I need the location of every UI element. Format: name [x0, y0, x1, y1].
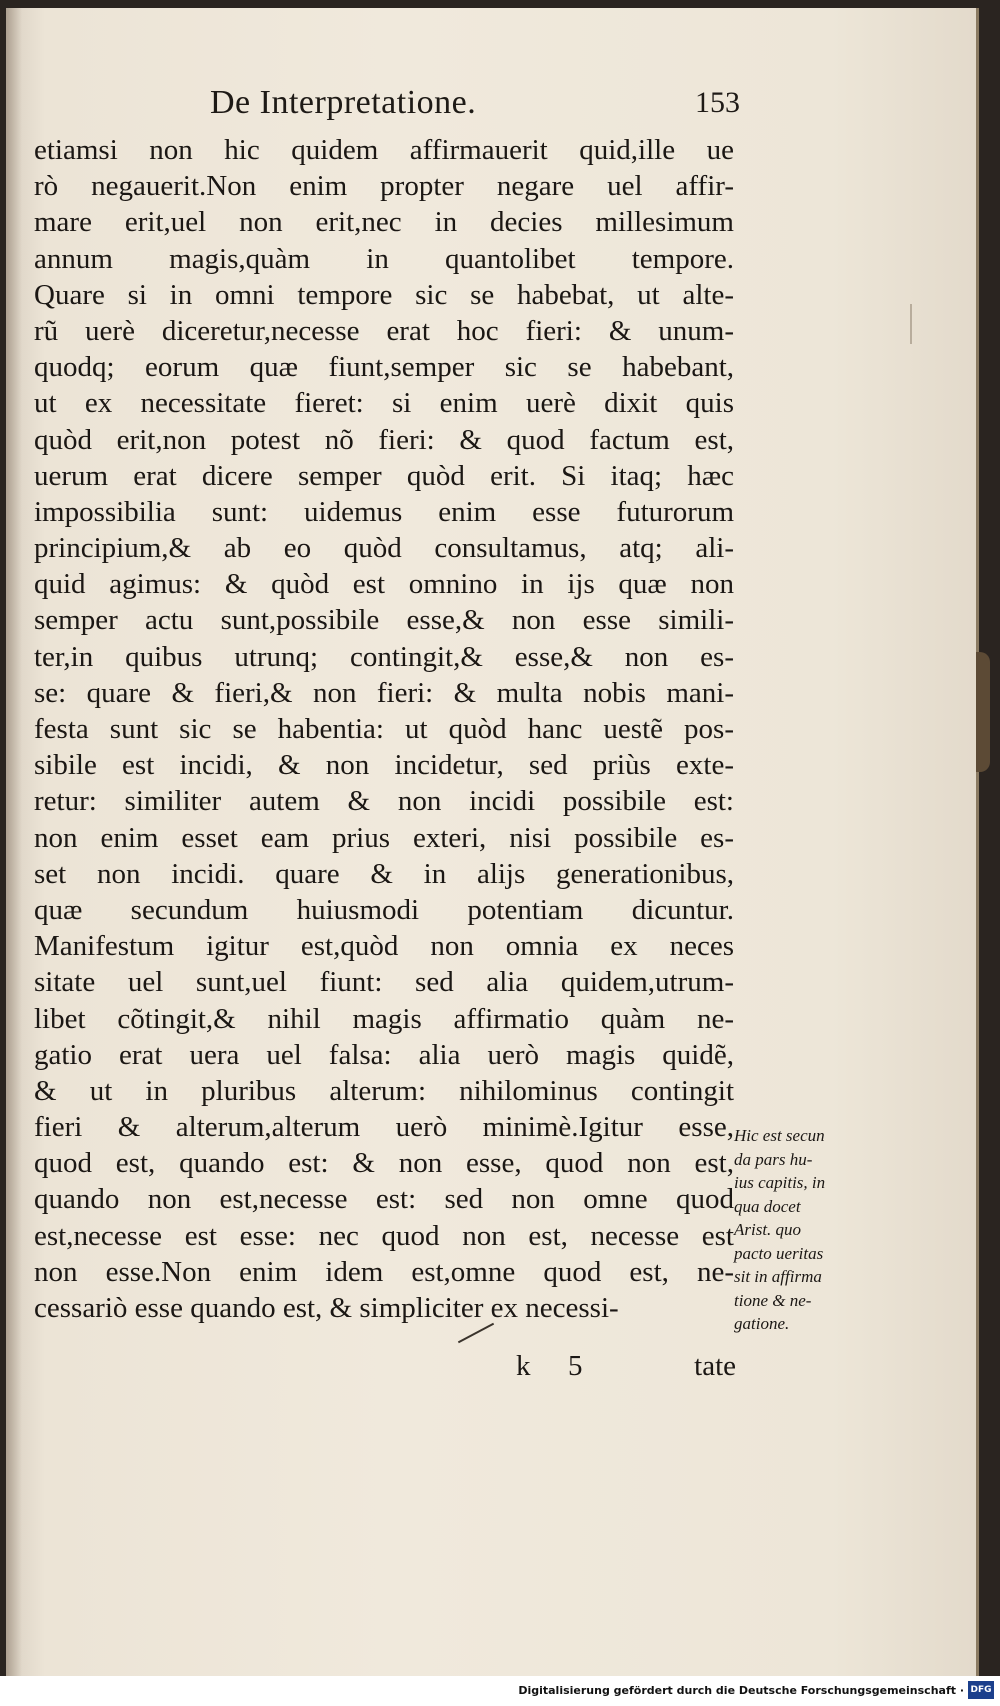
text-line: festa sunt sic se habentia: ut quòd hanc uestẽ pos- — [34, 713, 734, 745]
text-line: cessariò esse quando est, & simpliciter ex necessi- — [34, 1292, 619, 1324]
signature-number: 5 — [568, 1350, 583, 1382]
text-line: libet cõtingit,& nihil magis affirmatio quàm ne- — [34, 1002, 734, 1035]
text-line: rò negauerit.Non enim propter negare uel affir- — [34, 170, 734, 203]
marginal-note-line: da pars hu- — [734, 1149, 813, 1169]
text-line: & ut in pluribus alterum: nihilominus contingit — [34, 1074, 734, 1107]
text-line: impossibilia sunt: uidemus enim esse futurorum — [34, 495, 734, 528]
text-line: semper actu sunt,possibile esse,& non esse simili- — [34, 604, 734, 637]
running-title: De Interpretatione. — [210, 84, 477, 121]
text-line: quæ secundum huiusmodi potentiam dicuntur. — [34, 893, 734, 926]
marginal-note-line: Arist. quo — [734, 1220, 802, 1239]
text-line: quòd erit,non potest nõ fieri: & quod factum est, — [34, 423, 734, 456]
text-line: est,necesse est esse: nec quod non est, necesse est — [34, 1219, 734, 1252]
text-line: annum magis,quàm in quantolibet tempore. — [34, 242, 734, 275]
digitization-footer — [0, 1676, 1000, 1706]
marginal-note-line: tione & ne- — [734, 1290, 812, 1310]
text-line: Quare si in omni tempore sic se habebat, ut alte- — [34, 278, 734, 311]
funding-credit: Digitalisierung gefördert durch die Deutsche Forschungsgemeinschaft · — [518, 1684, 964, 1697]
marginal-note — [734, 1124, 874, 1336]
text-line: quod est, quando est: & non esse, quod non est, — [34, 1147, 734, 1180]
dfg-logo-icon: DFG — [968, 1681, 994, 1699]
page-header — [210, 84, 740, 130]
page-number: 153 — [695, 86, 740, 119]
text-line: quid agimus: & quòd est omnino in ijs quæ non — [34, 568, 734, 601]
marginal-note-line: ius capitis, in — [734, 1173, 826, 1192]
text-line: se: quare & fieri,& non fieri: & multa nobis mani- — [34, 676, 734, 709]
text-line: principium,& ab eo quòd consultamus, atq; ali- — [34, 532, 734, 565]
marginal-note-line: gatione. — [734, 1314, 790, 1333]
text-line: quando non est,necesse est: sed non omne quod — [34, 1183, 734, 1216]
text-line: uerum erat dicere semper quòd erit. Si itaq; hæc — [34, 459, 734, 492]
marginal-note-line: Hic est secun — [734, 1126, 825, 1145]
marginal-note-line: pacto ueritas — [734, 1243, 824, 1263]
text-line: Manifestum igitur est,quòd non omnia ex neces — [34, 930, 734, 963]
catchword: tate — [694, 1350, 736, 1382]
text-line: ter,in quibus utrunq; contingit,& esse,& non es- — [34, 640, 734, 673]
signature-mark: k — [516, 1350, 531, 1382]
text-line: retur: similiter autem & non incidi possibile est: — [34, 785, 734, 818]
text-line: fieri & alterum,alterum uerò minimè.Igitur esse, — [34, 1111, 734, 1144]
spine-shadow — [6, 8, 22, 1676]
ink-mark — [910, 304, 912, 344]
marginal-note-line: qua docet — [734, 1196, 801, 1216]
marginal-note-line: sit in affirma — [734, 1267, 822, 1286]
text-line: etiamsi non hic quidem affirmauerit quid,ille ue — [34, 134, 734, 166]
text-line: rũ uerè diceretur,necesse erat hoc fieri: & unum- — [34, 314, 734, 347]
text-line: sitate uel sunt,uel fiunt: sed alia quidem,utrum- — [34, 966, 734, 999]
text-line: non esse.Non enim idem est,omne quod est, ne- — [34, 1255, 734, 1288]
text-line: ut ex necessitate fieret: si enim uerè dixit quis — [34, 387, 734, 420]
text-line: gatio erat uera uel falsa: alia uerò magis quidẽ, — [34, 1038, 734, 1071]
page-edge-tab — [976, 652, 990, 772]
main-text-block — [34, 132, 734, 1326]
text-line: non enim esset eam prius exteri, nisi possibile es- — [34, 821, 734, 854]
text-line: quodq; eorum quæ fiunt,semper sic se habebant, — [34, 351, 734, 384]
text-line: set non incidi. quare & in alijs generationibus, — [34, 857, 734, 890]
text-line: mare erit,uel non erit,nec in decies millesimum — [34, 206, 734, 239]
text-line: sibile est incidi, & non incidetur, sed priùs exte- — [34, 749, 734, 782]
